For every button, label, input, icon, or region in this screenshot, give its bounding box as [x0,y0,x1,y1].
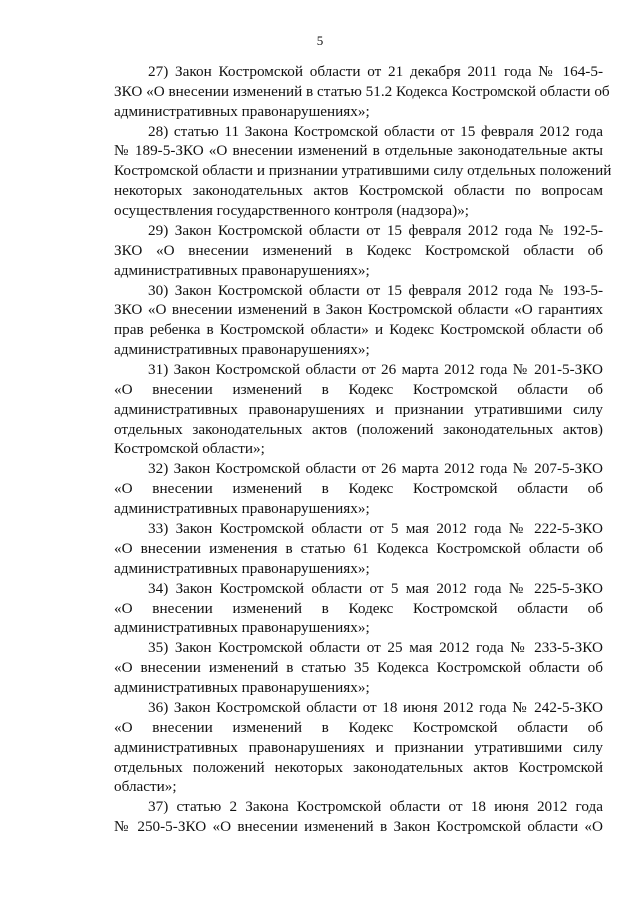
text-line: «О внесении изменений в Кодекс Костромской области об [114,380,603,398]
list-item [114,579,603,638]
list-item [114,122,612,221]
list-item [114,459,603,518]
text-line: отдельных положений некоторых законодательных актов Костромской [114,758,603,776]
text-line: административных правонарушениях»; [114,559,370,577]
text-line: «О внесении изменений в Кодекс Костромской области об [114,599,603,617]
text-line: 35) Закон Костромской области от 25 мая 2012 года № 233-5-ЗКО [148,639,603,657]
list-item [114,698,603,797]
text-line: Костромской области и признании утратившими силу отдельных положений [114,162,612,180]
text-line: 29) Закон Костромской области от 15 февраля 2012 года № 192-5- [148,221,603,239]
text-line: административных правонарушениях»; [114,341,370,359]
text-line: ЗКО «О внесении изменений в статью 51.2 Кодекса Костромской области об [114,82,610,100]
text-line: административных правонарушениях и признании утратившими силу [114,738,603,756]
text-line: 30) Закон Костромской области от 15 февраля 2012 года № 193-5- [148,281,603,299]
document-body [114,62,612,837]
list-item [114,281,603,360]
list-item [114,519,603,578]
text-line: осуществления государственного контроля (надзора)»; [114,201,470,219]
text-line: 36) Закон Костромской области от 18 июня 2012 года № 242-5-ЗКО [148,699,603,717]
list-item [114,221,603,280]
text-line: «О внесении изменений в Кодекс Костромской области об [114,718,603,736]
text-line: 37) статью 2 Закона Костромской области от 18 июня 2012 года [148,798,603,816]
text-line: 28) статью 11 Закона Костромской области от 15 февраля 2012 года [148,122,603,140]
text-line: административных правонарушениях»; [114,261,370,279]
text-line: 34) Закон Костромской области от 5 мая 2012 года № 225-5-ЗКО [148,579,603,597]
text-line: «О внесении изменений в статью 35 Кодекса Костромской области об [114,659,603,677]
text-line: административных правонарушениях и признании утратившими силу [114,400,603,418]
text-line: некоторых законодательных актов Костромской области по вопросам [114,182,603,200]
text-line: 33) Закон Костромской области от 5 мая 2012 года № 222-5-ЗКО [148,520,603,538]
text-line: административных правонарушениях»; [114,102,370,120]
text-line: № 250-5-ЗКО «О внесении изменений в Закон Костромской области «О [114,818,603,836]
text-line: № 189-5-ЗКО «О внесении изменений в отдельные законодательные акты [114,142,603,160]
page-number: 5 [316,33,324,48]
text-line: 32) Закон Костромской области от 26 марта 2012 года № 207-5-ЗКО [148,460,603,478]
text-line: административных правонарушениях»; [114,679,370,697]
text-line: «О внесении изменений в Кодекс Костромской области об [114,480,603,498]
list-item [114,62,610,121]
text-line: области»; [114,778,177,796]
text-line: ЗКО «О внесении изменений в Кодекс Костромской области об [114,241,603,259]
text-line: ЗКО «О внесении изменений в Закон Костромской области «О гарантиях [114,301,603,319]
list-item [114,797,603,837]
text-line: 27) Закон Костромской области от 21 декабря 2011 года № 164-5- [148,63,603,80]
text-line: административных правонарушениях»; [114,500,370,518]
text-line: 31) Закон Костромской области от 26 марта 2012 года № 201-5-ЗКО [148,361,603,379]
text-line: Костромской области»; [114,440,265,458]
text-line: отдельных законодательных актов (положений законодательных актов) [114,420,603,438]
text-line: «О внесении изменения в статью 61 Кодекса Костромской области об [114,539,603,557]
text-line: административных правонарушениях»; [114,619,370,637]
list-item [114,638,603,697]
list-item [114,360,603,459]
text-line: прав ребенка в Костромской области» и Кодекс Костромской области об [114,321,603,339]
